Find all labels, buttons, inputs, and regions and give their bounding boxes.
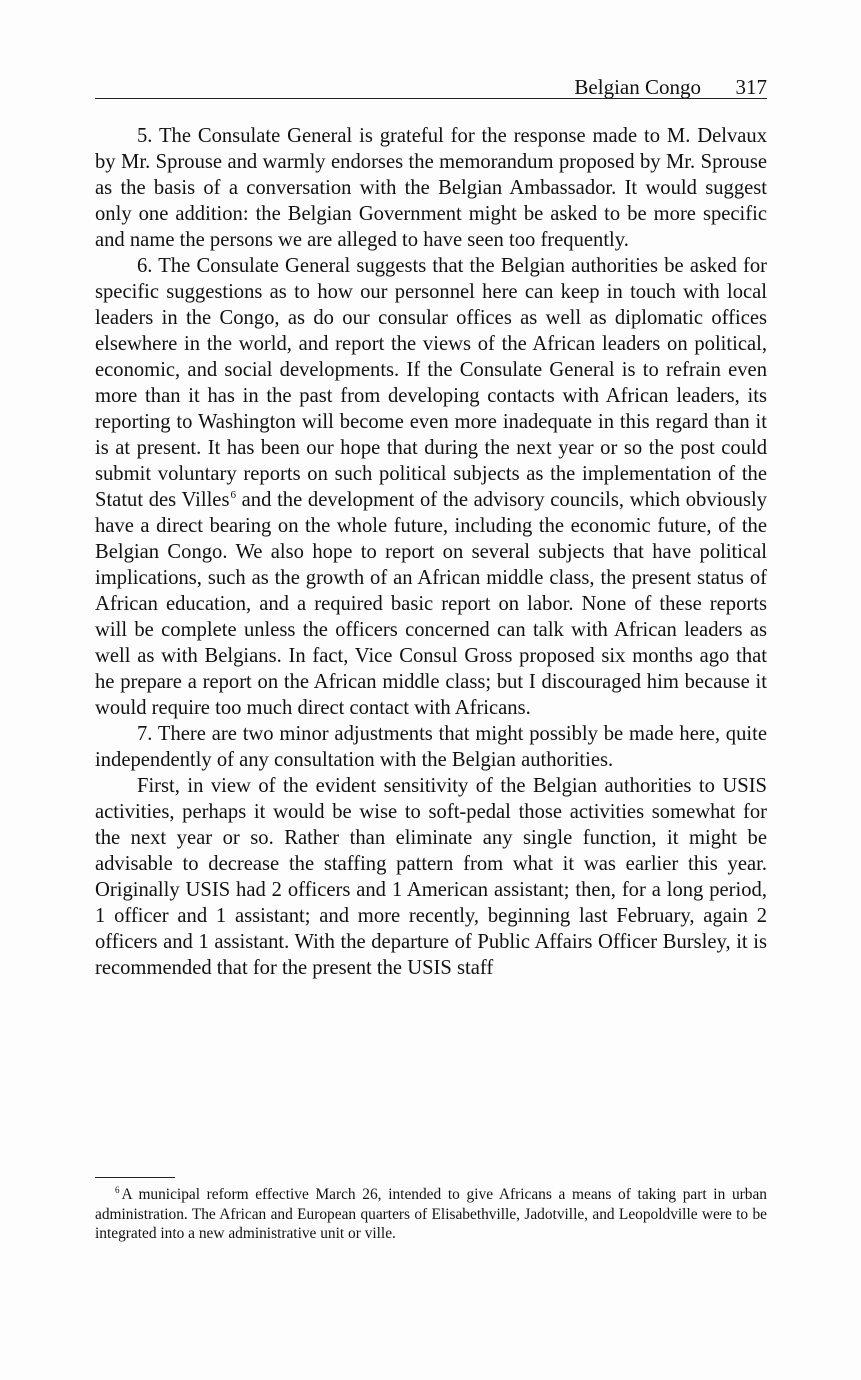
page-number: 317 [735,75,767,99]
paragraph-6 [95,253,767,721]
paragraph-6-text-before-note: 6. The Consulate General suggests that the Belgian authorities be asked for specific suggestions as to how our personnel here can keep in touch with local leaders in the Congo, as do our consular offices as well as diplomatic offices elsewhere in the world, and report the views of the African leaders on political, economic, and social developments. If the Consulate General is to refrain even more than it has in the past from developing contacts with African leaders, its reporting to Washington will become even more inadequate in this regard than it is at present. It has been our hope that during the next year or so the post could submit voluntary reports on such political subjects as the implementation of the Statut des Villes [95,255,767,511]
paragraph-first: First, in view of the evident sensitivity of the Belgian authorities to USIS activities, perhaps it would be wise to soft-pedal those activities somewhat for the next year or so. Rather than eliminate any single function, it might be advisable to decrease the staffing pattern from what it was earlier this year. Originally USIS had 2 officers and 1 American assistant; then, for a long period, 1 officer and 1 assistant; and more recently, beginning last February, again 2 officers and 1 assistant. With the departure of Public Affairs Officer Bursley, it is recommended that for the present the USIS staff [95,775,767,979]
footnote-divider [95,1177,175,1178]
paragraph-7: 7. There are two minor adjustments that might possibly be made here, quite independently of any consultation with the Belgian authorities. [95,723,767,771]
footnote [95,1185,767,1244]
running-head-title: Belgian Congo [574,75,701,99]
running-head [95,76,767,99]
paragraph-5: 5. The Consulate General is grateful for the response made to M. Delvaux by Mr. Sprouse and warmly endorses the memorandum proposed by Mr. Sprouse as the basis of a conversation with the Belgian Ambassador. It would suggest only one addition: the Belgian Government might be asked to be more specific and name the persons we are alleged to have seen too frequently. [95,125,767,251]
paragraph-6-text-after-note: and the development of the advisory councils, which obviously have a direct bearing on the whole future, including the economic future, of the Belgian Congo. We also hope to report on several subjects that have political implications, such as the growth of an African middle class, the present status of African education, and a required basic report on labor. None of these reports will be complete unless the officers concerned can talk with African leaders as well as with Belgians. In fact, Vice Consul Gross proposed six months ago that he prepare a report on the African middle class; but I discouraged him because it would require too much direct contact with Africans. [95,489,767,719]
footnote-text: A municipal reform effective March 26, intended to give Africans a means of taking part in urban administration. The African and European quarters of Elisabethville, Jadotville, and Leopoldville were to be integrated into a new administrative unit or ville. [95,1186,767,1243]
footnote-marker: 6 [115,1185,120,1195]
body-text [95,123,767,981]
footnote-reference-6[interactable]: 6 [230,489,236,501]
